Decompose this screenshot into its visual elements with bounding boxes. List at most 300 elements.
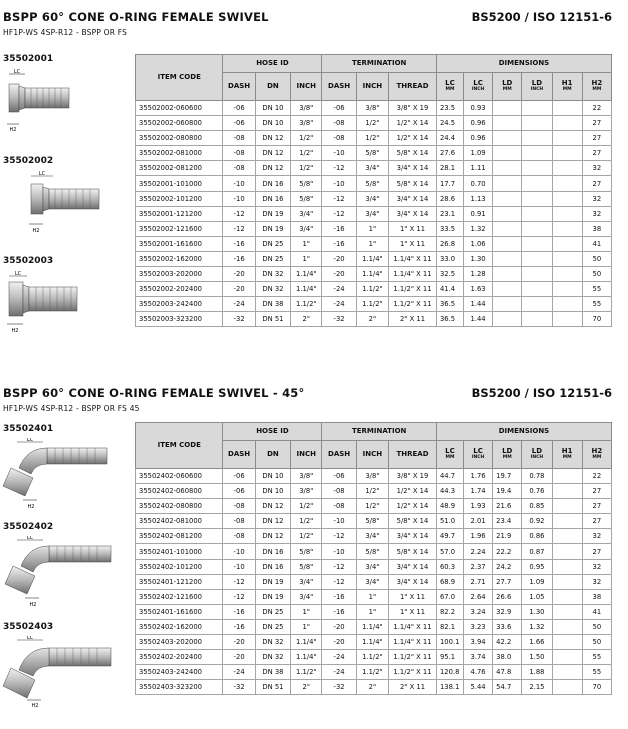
cell-ld-mm (493, 101, 522, 116)
cell-h1 (552, 312, 582, 327)
cell-h2: 55 (582, 297, 611, 312)
cell-lc-mm: 100.1 (436, 635, 463, 650)
cell-lc-inch: 1.11 (464, 161, 493, 176)
cell-h1 (552, 251, 582, 266)
table-row (136, 161, 612, 176)
cell-h1 (552, 650, 582, 665)
cell-ld-inch: 2.15 (522, 680, 552, 695)
cell-term-dash: -16 (322, 221, 356, 236)
angled-fitting-drawing (3, 438, 128, 510)
cell-h2: 55 (582, 282, 611, 297)
cell-ld-inch: 1.09 (522, 574, 552, 589)
cell-lc-mm: 33.5 (436, 221, 463, 236)
header-hose-id: HOSE ID (223, 423, 322, 441)
cell-lc-mm: 44.7 (436, 469, 463, 484)
table-row (136, 544, 612, 559)
cell-lc-inch: 1.13 (464, 191, 493, 206)
cell-thread: 2" X 11 (389, 312, 437, 327)
cell-term-inch: 3/4" (356, 574, 388, 589)
table-row (136, 499, 612, 514)
cell-thread: 5/8" X 14 (389, 146, 437, 161)
cell-hose-dash: -12 (223, 589, 255, 604)
cell-lc-inch: 0.91 (464, 206, 493, 221)
cell-hose-inch: 1.1/4" (291, 267, 322, 282)
cell-hose-inch: 1" (291, 604, 322, 619)
cell-lc-mm: 32.5 (436, 267, 463, 282)
cell-item-code: 35502402-081200 (136, 529, 223, 544)
cell-term-inch: 3/4" (356, 559, 388, 574)
cell-ld-mm: 24.2 (493, 559, 522, 574)
cell-h2: 27 (582, 116, 611, 131)
cell-lc-inch: 1.32 (464, 221, 493, 236)
table-row (136, 469, 612, 484)
cell-lc-mm: 27.6 (436, 146, 463, 161)
part-code: 35502403 (3, 622, 54, 632)
cell-hose-dash: -16 (223, 251, 255, 266)
cell-thread: 1.1/4" X 11 (389, 619, 437, 634)
cell-term-dash: -24 (322, 665, 356, 680)
angled-fitting-drawing (3, 636, 128, 708)
cell-thread: 1.1/2" X 11 (389, 650, 437, 665)
part-code: 35502402 (3, 522, 54, 532)
header-termination: TERMINATION (322, 423, 437, 441)
standard-label: BS5200 / ISO 12151-6 (471, 10, 612, 24)
table-row (136, 251, 612, 266)
cell-term-inch: 3/8" (356, 469, 388, 484)
header-lc-inch: LC INCH (464, 73, 493, 101)
cell-hose-dn: DN 16 (255, 544, 290, 559)
cell-thread: 1/2" X 14 (389, 499, 437, 514)
cell-term-inch: 3/8" (356, 101, 388, 116)
cell-h2: 38 (582, 589, 611, 604)
header-termination: TERMINATION (322, 55, 437, 73)
cell-h1 (552, 604, 582, 619)
cell-hose-dash: -32 (223, 312, 255, 327)
cell-hose-inch: 5/8" (291, 544, 322, 559)
cell-ld-inch: 1.05 (522, 589, 552, 604)
table-row (136, 574, 612, 589)
cell-h2: 38 (582, 221, 611, 236)
cell-term-inch: 1" (356, 604, 388, 619)
cell-ld-inch (522, 161, 552, 176)
svg-text:H2: H2 (31, 703, 39, 708)
cell-hose-dn: DN 16 (255, 191, 290, 206)
cell-term-dash: -24 (322, 297, 356, 312)
cell-hose-dn: DN 19 (255, 221, 290, 236)
cell-ld-mm: 19.7 (493, 469, 522, 484)
cell-term-dash: -08 (322, 484, 356, 499)
cell-term-dash: -32 (322, 312, 356, 327)
cell-h1 (552, 544, 582, 559)
cell-lc-mm: 82.2 (436, 604, 463, 619)
cell-thread: 1.1/4" X 11 (389, 635, 437, 650)
svg-text:LC: LC (26, 636, 34, 641)
cell-lc-inch: 1.44 (464, 312, 493, 327)
cell-hose-dash: -20 (223, 650, 255, 665)
cell-term-dash: -12 (322, 574, 356, 589)
cell-lc-inch: 1.63 (464, 282, 493, 297)
cell-term-inch: 3/4" (356, 206, 388, 221)
straight-fitting-drawing (3, 170, 128, 234)
cell-item-code: 35502001-161600 (136, 236, 223, 251)
cell-h2: 32 (582, 559, 611, 574)
cell-term-inch: 1" (356, 236, 388, 251)
svg-text:H2: H2 (32, 228, 40, 234)
cell-h2: 32 (582, 206, 611, 221)
cell-h2: 22 (582, 469, 611, 484)
cell-h2: 27 (582, 499, 611, 514)
cell-hose-inch: 1/2" (291, 499, 322, 514)
table-row (136, 131, 612, 146)
svg-text:LC: LC (13, 69, 21, 75)
cell-term-inch: 1.1/4" (356, 251, 388, 266)
cell-thread: 1.1/2" X 11 (389, 665, 437, 680)
cell-thread: 3/4" X 14 (389, 529, 437, 544)
cell-lc-inch: 3.23 (464, 619, 493, 634)
cell-term-dash: -12 (322, 559, 356, 574)
header-inch: INCH (291, 73, 322, 101)
cell-hose-inch: 1/2" (291, 131, 322, 146)
cell-ld-mm: 27.7 (493, 574, 522, 589)
cell-term-dash: -12 (322, 191, 356, 206)
cell-term-dash: -12 (322, 206, 356, 221)
table-row (136, 101, 612, 116)
cell-hose-dn: DN 51 (255, 680, 290, 695)
cell-hose-dn: DN 51 (255, 312, 290, 327)
cell-hose-dn: DN 12 (255, 499, 290, 514)
cell-term-dash: -12 (322, 161, 356, 176)
cell-lc-inch: 3.74 (464, 650, 493, 665)
cell-lc-inch: 2.01 (464, 514, 493, 529)
cell-thread: 3/4" X 14 (389, 559, 437, 574)
table-row (136, 635, 612, 650)
cell-hose-inch: 1.1/4" (291, 635, 322, 650)
header-item-code: ITEM CODE (136, 423, 223, 469)
svg-text:LC: LC (14, 271, 22, 277)
cell-h2: 32 (582, 574, 611, 589)
table-row (136, 604, 612, 619)
cell-hose-dash: -24 (223, 297, 255, 312)
table-row (136, 589, 612, 604)
cell-hose-dash: -16 (223, 619, 255, 634)
cell-h1 (552, 680, 582, 695)
cell-term-inch: 3/4" (356, 191, 388, 206)
cell-ld-mm (493, 191, 522, 206)
cell-ld-inch: 0.78 (522, 469, 552, 484)
cell-term-dash: -06 (322, 469, 356, 484)
cell-ld-inch: 1.32 (522, 619, 552, 634)
cell-lc-mm: 68.9 (436, 574, 463, 589)
cell-h2: 32 (582, 529, 611, 544)
cell-item-code: 35502402-121600 (136, 589, 223, 604)
cell-ld-mm: 22.2 (493, 544, 522, 559)
cell-hose-inch: 1.1/2" (291, 297, 322, 312)
cell-hose-inch: 3/4" (291, 574, 322, 589)
cell-thread: 5/8" X 14 (389, 514, 437, 529)
cell-ld-mm: 21.9 (493, 529, 522, 544)
cell-ld-inch (522, 116, 552, 131)
cell-h1 (552, 267, 582, 282)
cell-lc-mm: 28.1 (436, 161, 463, 176)
cell-hose-dn: DN 12 (255, 131, 290, 146)
svg-text:H2: H2 (27, 504, 35, 510)
cell-h2: 22 (582, 101, 611, 116)
cell-item-code: 35502003-323200 (136, 312, 223, 327)
cell-hose-dn: DN 12 (255, 529, 290, 544)
cell-hose-dash: -10 (223, 544, 255, 559)
svg-text:LC: LC (38, 171, 46, 177)
cell-h2: 50 (582, 619, 611, 634)
cell-hose-dash: -06 (223, 116, 255, 131)
cell-lc-mm: 23.1 (436, 206, 463, 221)
section-subtitle: HF1P-WS 4SP-R12 - BSPP OR FS (3, 28, 128, 37)
cell-hose-dash: -08 (223, 131, 255, 146)
cell-hose-dash: -06 (223, 101, 255, 116)
cell-lc-inch: 1.96 (464, 529, 493, 544)
cell-item-code: 35502002-202400 (136, 282, 223, 297)
cell-hose-dn: DN 32 (255, 635, 290, 650)
table-row (136, 282, 612, 297)
table-row (136, 116, 612, 131)
cell-lc-inch: 1.76 (464, 469, 493, 484)
cell-ld-inch (522, 312, 552, 327)
cell-hose-dash: -32 (223, 680, 255, 695)
cell-h1 (552, 574, 582, 589)
header-dash: DASH (223, 441, 255, 469)
header-hose-id: HOSE ID (223, 55, 322, 73)
cell-hose-inch: 1.1/4" (291, 282, 322, 297)
cell-thread: 1" X 11 (389, 589, 437, 604)
cell-item-code: 35502402-162000 (136, 619, 223, 634)
cell-item-code: 35502002-060600 (136, 101, 223, 116)
header-item-code: ITEM CODE (136, 55, 223, 101)
cell-hose-dash: -08 (223, 499, 255, 514)
cell-h2: 50 (582, 251, 611, 266)
table-row (136, 650, 612, 665)
cell-h1 (552, 469, 582, 484)
cell-term-inch: 1/2" (356, 116, 388, 131)
cell-term-inch: 1" (356, 589, 388, 604)
cell-hose-dn: DN 25 (255, 604, 290, 619)
cell-item-code: 35502002-081200 (136, 161, 223, 176)
cell-item-code: 35502401-121200 (136, 574, 223, 589)
cell-lc-mm: 44.3 (436, 484, 463, 499)
cell-hose-dash: -10 (223, 559, 255, 574)
cell-lc-inch: 0.96 (464, 131, 493, 146)
cell-item-code: 35502403-242400 (136, 665, 223, 680)
table-row (136, 191, 612, 206)
cell-ld-mm (493, 312, 522, 327)
table-body (136, 101, 612, 327)
cell-hose-dash: -06 (223, 484, 255, 499)
cell-h1 (552, 236, 582, 251)
cell-hose-inch: 5/8" (291, 559, 322, 574)
cell-h1 (552, 529, 582, 544)
cell-lc-mm: 138.1 (436, 680, 463, 695)
cell-hose-dn: DN 19 (255, 589, 290, 604)
straight-fitting-drawing (3, 270, 128, 334)
cell-h1 (552, 559, 582, 574)
cell-lc-mm: 36.5 (436, 312, 463, 327)
cell-hose-dash: -08 (223, 514, 255, 529)
cell-h1 (552, 499, 582, 514)
table-row (136, 221, 612, 236)
table-row (136, 236, 612, 251)
cell-term-inch: 5/8" (356, 544, 388, 559)
cell-thread: 1.1/4" X 11 (389, 267, 437, 282)
cell-hose-inch: 2" (291, 680, 322, 695)
table-row (136, 619, 612, 634)
part-code: 35502003 (3, 256, 54, 266)
cell-item-code: 35502402-060600 (136, 469, 223, 484)
cell-hose-inch: 5/8" (291, 191, 322, 206)
table-row (136, 665, 612, 680)
cell-h2: 27 (582, 514, 611, 529)
cell-term-inch: 5/8" (356, 514, 388, 529)
cell-h1 (552, 619, 582, 634)
cell-ld-mm: 47.8 (493, 665, 522, 680)
cell-hose-dn: DN 38 (255, 665, 290, 680)
cell-h1 (552, 146, 582, 161)
cell-thread: 2" X 11 (389, 680, 437, 695)
cell-ld-inch (522, 206, 552, 221)
cell-term-inch: 1/2" (356, 484, 388, 499)
cell-term-inch: 1/2" (356, 131, 388, 146)
cell-h2: 41 (582, 604, 611, 619)
table-row (136, 559, 612, 574)
cell-hose-dn: DN 25 (255, 619, 290, 634)
cell-ld-mm: 21.6 (493, 499, 522, 514)
cell-lc-inch: 1.44 (464, 297, 493, 312)
cell-h1 (552, 635, 582, 650)
cell-item-code: 35502002-081000 (136, 146, 223, 161)
cell-thread: 3/4" X 14 (389, 206, 437, 221)
section-title: BSPP 60° CONE O-RING FEMALE SWIVEL (3, 10, 269, 24)
table-row (136, 312, 612, 327)
cell-hose-dn: DN 38 (255, 297, 290, 312)
cell-h2: 70 (582, 680, 611, 695)
header-h1: H1 MM (552, 73, 582, 101)
cell-hose-dash: -08 (223, 161, 255, 176)
cell-hose-inch: 1" (291, 236, 322, 251)
cell-h2: 32 (582, 161, 611, 176)
cell-h2: 70 (582, 312, 611, 327)
cell-thread: 3/4" X 14 (389, 191, 437, 206)
cell-lc-mm: 95.1 (436, 650, 463, 665)
cell-item-code: 35502001-101000 (136, 176, 223, 191)
cell-h1 (552, 191, 582, 206)
cell-h1 (552, 484, 582, 499)
cell-ld-mm: 19.4 (493, 484, 522, 499)
part-35502402 (3, 522, 131, 608)
cell-h2: 55 (582, 650, 611, 665)
cell-lc-inch: 5.44 (464, 680, 493, 695)
cell-h2: 55 (582, 665, 611, 680)
cell-term-dash: -20 (322, 267, 356, 282)
cell-term-dash: -20 (322, 619, 356, 634)
cell-term-inch: 3/4" (356, 161, 388, 176)
cell-ld-mm (493, 297, 522, 312)
cell-lc-inch: 0.93 (464, 101, 493, 116)
cell-ld-inch (522, 282, 552, 297)
table-row (136, 529, 612, 544)
spec-table (135, 422, 612, 695)
cell-h1 (552, 116, 582, 131)
cell-item-code: 35502002-121600 (136, 221, 223, 236)
cell-thread: 1.1/4" X 11 (389, 251, 437, 266)
cell-h2: 27 (582, 146, 611, 161)
cell-thread: 3/8" X 19 (389, 469, 437, 484)
cell-item-code: 35502401-101000 (136, 544, 223, 559)
cell-hose-dash: -06 (223, 469, 255, 484)
cell-thread: 1/2" X 14 (389, 484, 437, 499)
cell-term-inch: 5/8" (356, 176, 388, 191)
cell-lc-mm: 120.8 (436, 665, 463, 680)
cell-item-code: 35502402-081000 (136, 514, 223, 529)
cell-hose-inch: 1.1/2" (291, 665, 322, 680)
cell-ld-inch: 1.66 (522, 635, 552, 650)
part-code: 35502401 (3, 424, 54, 434)
cell-ld-mm: 32.9 (493, 604, 522, 619)
table-row (136, 206, 612, 221)
cell-item-code: 35502401-161600 (136, 604, 223, 619)
cell-hose-dn: DN 12 (255, 146, 290, 161)
cell-term-inch: 1" (356, 221, 388, 236)
part-35502401 (3, 424, 131, 510)
cell-term-inch: 2" (356, 680, 388, 695)
cell-thread: 1" X 11 (389, 221, 437, 236)
cell-lc-inch: 2.71 (464, 574, 493, 589)
header-h2: H2 MM (582, 73, 611, 101)
cell-ld-mm: 33.6 (493, 619, 522, 634)
cell-ld-inch: 0.87 (522, 544, 552, 559)
cell-lc-inch: 1.09 (464, 146, 493, 161)
header-term-inch: INCH (356, 441, 388, 469)
cell-lc-inch: 3.94 (464, 635, 493, 650)
cell-hose-inch: 1" (291, 251, 322, 266)
cell-ld-inch: 0.86 (522, 529, 552, 544)
cell-lc-inch: 2.24 (464, 544, 493, 559)
cell-ld-mm: 42.2 (493, 635, 522, 650)
standard-label: BS5200 / ISO 12151-6 (471, 386, 612, 400)
cell-lc-mm: 17.7 (436, 176, 463, 191)
cell-h2: 27 (582, 131, 611, 146)
cell-hose-inch: 1.1/4" (291, 650, 322, 665)
cell-term-inch: 5/8" (356, 146, 388, 161)
cell-hose-dash: -10 (223, 191, 255, 206)
cell-hose-dn: DN 16 (255, 176, 290, 191)
cell-item-code: 35502402-060800 (136, 484, 223, 499)
cell-ld-inch (522, 101, 552, 116)
cell-hose-dash: -12 (223, 574, 255, 589)
cell-hose-inch: 3/8" (291, 469, 322, 484)
cell-lc-mm: 36.5 (436, 297, 463, 312)
cell-ld-mm (493, 251, 522, 266)
cell-item-code: 35502002-162000 (136, 251, 223, 266)
header-dimensions: DIMENSIONS (436, 423, 611, 441)
cell-hose-inch: 1/2" (291, 514, 322, 529)
cell-h2: 27 (582, 484, 611, 499)
cell-item-code: 35502002-080800 (136, 131, 223, 146)
cell-lc-inch: 1.28 (464, 267, 493, 282)
cell-h2: 27 (582, 544, 611, 559)
cell-ld-mm: 26.6 (493, 589, 522, 604)
cell-ld-mm (493, 206, 522, 221)
cell-ld-inch: 1.88 (522, 665, 552, 680)
table-row (136, 680, 612, 695)
cell-lc-mm: 51.0 (436, 514, 463, 529)
cell-hose-dn: DN 19 (255, 206, 290, 221)
